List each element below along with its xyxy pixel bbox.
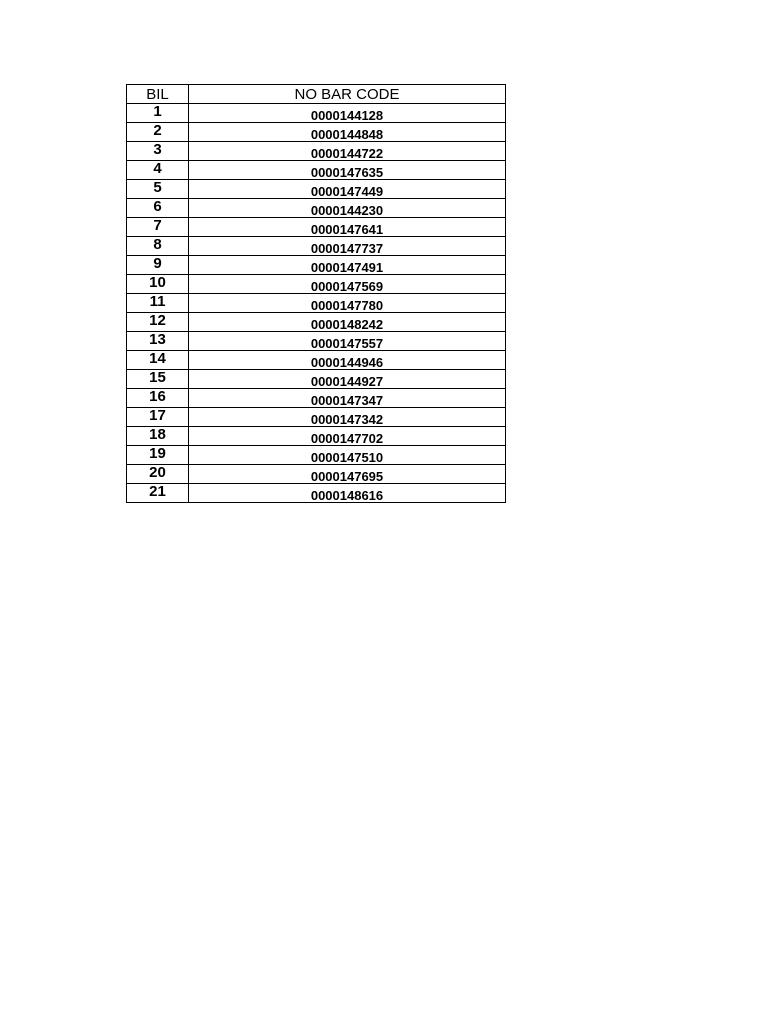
barcode-cell: 0000144927 bbox=[189, 370, 506, 389]
table-row bbox=[127, 313, 506, 332]
bil-cell: 12 bbox=[127, 313, 189, 332]
barcode-cell: 0000144848 bbox=[189, 123, 506, 142]
barcode-cell: 0000147347 bbox=[189, 389, 506, 408]
bil-cell: 8 bbox=[127, 237, 189, 256]
bil-cell: 9 bbox=[127, 256, 189, 275]
bil-cell: 2 bbox=[127, 123, 189, 142]
bil-cell: 5 bbox=[127, 180, 189, 199]
table-body bbox=[127, 104, 506, 503]
table-row bbox=[127, 446, 506, 465]
bil-cell: 11 bbox=[127, 294, 189, 313]
barcode-table bbox=[126, 84, 506, 503]
table-header-row bbox=[127, 85, 506, 104]
table-row bbox=[127, 180, 506, 199]
table-row bbox=[127, 237, 506, 256]
bil-cell: 14 bbox=[127, 351, 189, 370]
barcode-cell: 0000147641 bbox=[189, 218, 506, 237]
bil-cell: 16 bbox=[127, 389, 189, 408]
bil-cell: 4 bbox=[127, 161, 189, 180]
table-row bbox=[127, 161, 506, 180]
barcode-cell: 0000147737 bbox=[189, 237, 506, 256]
barcode-cell: 0000147780 bbox=[189, 294, 506, 313]
barcode-cell: 0000144230 bbox=[189, 199, 506, 218]
bil-cell: 15 bbox=[127, 370, 189, 389]
table-row bbox=[127, 351, 506, 370]
header-bil: BIL bbox=[127, 85, 189, 104]
table-row bbox=[127, 427, 506, 446]
table-row bbox=[127, 218, 506, 237]
bil-cell: 1 bbox=[127, 104, 189, 123]
barcode-cell: 0000147342 bbox=[189, 408, 506, 427]
table-row bbox=[127, 389, 506, 408]
barcode-cell: 0000144722 bbox=[189, 142, 506, 161]
bil-cell: 3 bbox=[127, 142, 189, 161]
table-row bbox=[127, 256, 506, 275]
barcode-cell: 0000147557 bbox=[189, 332, 506, 351]
table-row bbox=[127, 104, 506, 123]
bil-cell: 17 bbox=[127, 408, 189, 427]
table-row bbox=[127, 142, 506, 161]
table-row bbox=[127, 465, 506, 484]
barcode-cell: 0000147635 bbox=[189, 161, 506, 180]
table-row bbox=[127, 294, 506, 313]
barcode-cell: 0000147702 bbox=[189, 427, 506, 446]
bil-cell: 19 bbox=[127, 446, 189, 465]
barcode-cell: 0000147510 bbox=[189, 446, 506, 465]
table-row bbox=[127, 123, 506, 142]
barcode-cell: 0000147695 bbox=[189, 465, 506, 484]
bil-cell: 20 bbox=[127, 465, 189, 484]
table-row bbox=[127, 275, 506, 294]
barcode-cell: 0000147569 bbox=[189, 275, 506, 294]
barcode-cell: 0000148242 bbox=[189, 313, 506, 332]
bil-cell: 21 bbox=[127, 484, 189, 503]
bil-cell: 10 bbox=[127, 275, 189, 294]
barcode-cell: 0000147449 bbox=[189, 180, 506, 199]
table-row bbox=[127, 370, 506, 389]
table-row bbox=[127, 332, 506, 351]
barcode-cell: 0000148616 bbox=[189, 484, 506, 503]
table-row bbox=[127, 199, 506, 218]
barcode-cell: 0000144946 bbox=[189, 351, 506, 370]
bil-cell: 13 bbox=[127, 332, 189, 351]
bil-cell: 7 bbox=[127, 218, 189, 237]
table-row bbox=[127, 408, 506, 427]
header-no-bar-code: NO BAR CODE bbox=[189, 85, 506, 104]
barcode-cell: 0000144128 bbox=[189, 104, 506, 123]
bil-cell: 18 bbox=[127, 427, 189, 446]
table-row bbox=[127, 484, 506, 503]
bil-cell: 6 bbox=[127, 199, 189, 218]
barcode-cell: 0000147491 bbox=[189, 256, 506, 275]
